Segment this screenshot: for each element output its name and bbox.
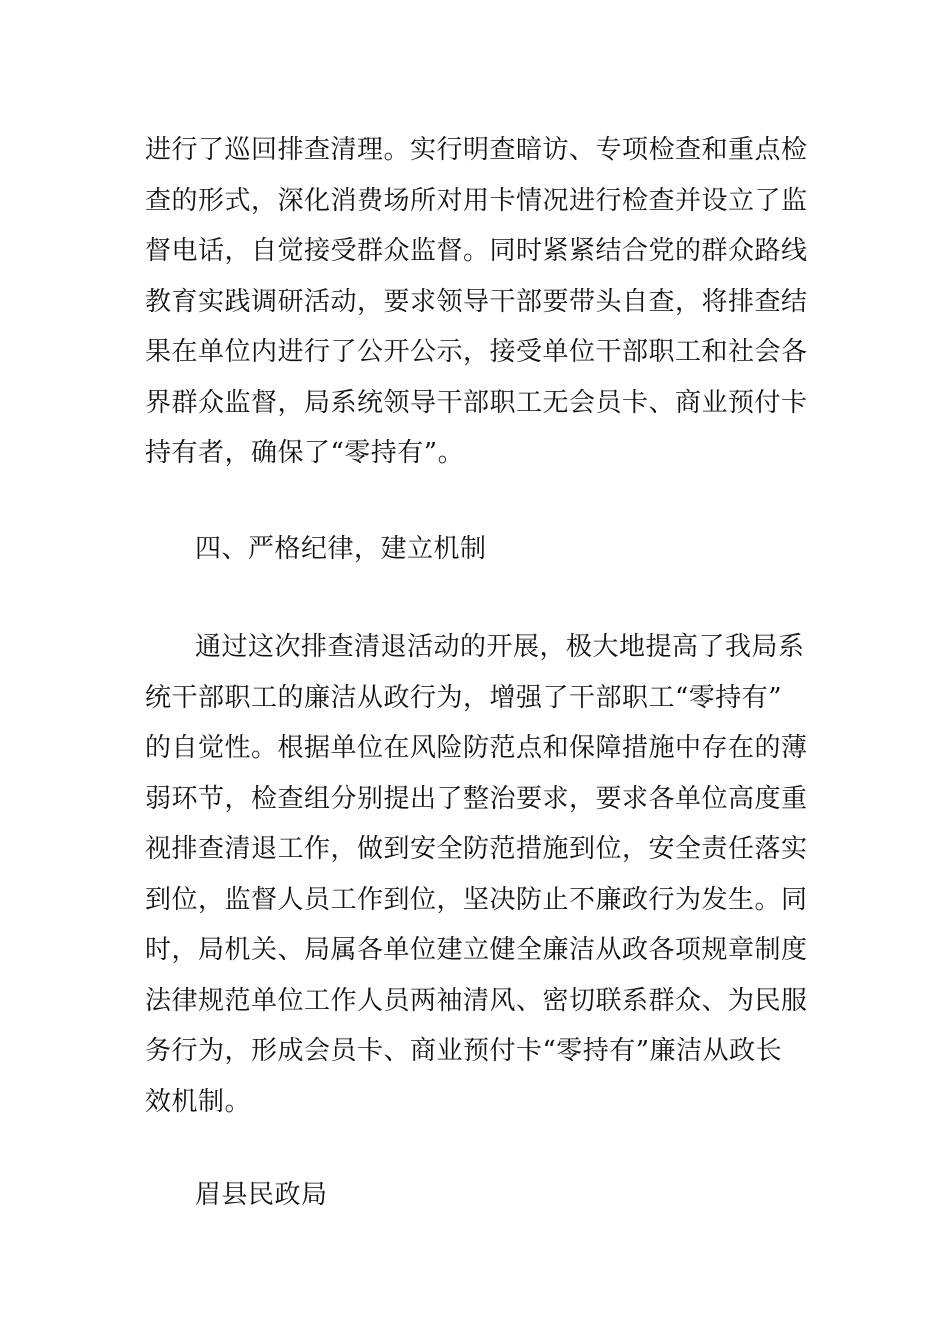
paragraph-2-line-3: 的自觉性。根据单位在风险防范点和保障措施中存在的薄 [145, 733, 808, 763]
paragraph-1-line-1: 进行了巡回排查清理。实行明查暗访、专项检查和重点检 [145, 135, 808, 165]
section-heading: 四、严格纪律，建立机制 [195, 534, 487, 564]
paragraph-2-line-4: 弱环节，检查组分别提出了整治要求，要求各单位高度重 [145, 784, 808, 814]
paragraph-2-line-1: 通过这次排查清退活动的开展，极大地提高了我局系 [195, 632, 805, 662]
paragraph-1-line-3: 督电话，自觉接受群众监督。同时紧紧结合党的群众路线 [145, 236, 808, 266]
paragraph-2-line-5: 视排查清退工作，做到安全防范措施到位，安全责任落实 [145, 834, 808, 864]
paragraph-1-line-5: 果在单位内进行了公开公示，接受单位干部职工和社会各 [145, 337, 808, 367]
signature-organization: 眉县民政局 [195, 1180, 328, 1210]
paragraph-2-line-10: 效机制。 [145, 1087, 252, 1117]
paragraph-2-line-6: 到位，监督人员工作到位，坚决防止不廉政行为发生。同 [145, 885, 808, 915]
paragraph-2-line-8: 法律规范单位工作人员两袖清风、密切联系群众、为民服 [145, 986, 808, 1016]
paragraph-1-line-4: 教育实践调研活动，要求领导干部要带头自查，将排查结 [145, 287, 808, 317]
paragraph-2-line-2: 统干部职工的廉洁从政行为，增强了干部职工“零持有” [145, 683, 783, 713]
paragraph-2-line-7: 时，局机关、局属各单位建立健全廉洁从政各项规章制度 [145, 935, 808, 965]
paragraph-1-line-7: 持有者，确保了“零持有”。 [145, 438, 465, 468]
paragraph-1-line-6: 界群众监督，局系统领导干部职工无会员卡、商业预付卡 [145, 388, 808, 418]
paragraph-2-line-9: 务行为，形成会员卡、商业预付卡“零持有”廉洁从政长 [145, 1036, 783, 1066]
paragraph-1-line-2: 查的形式，深化消费场所对用卡情况进行检查并设立了监 [145, 186, 808, 216]
